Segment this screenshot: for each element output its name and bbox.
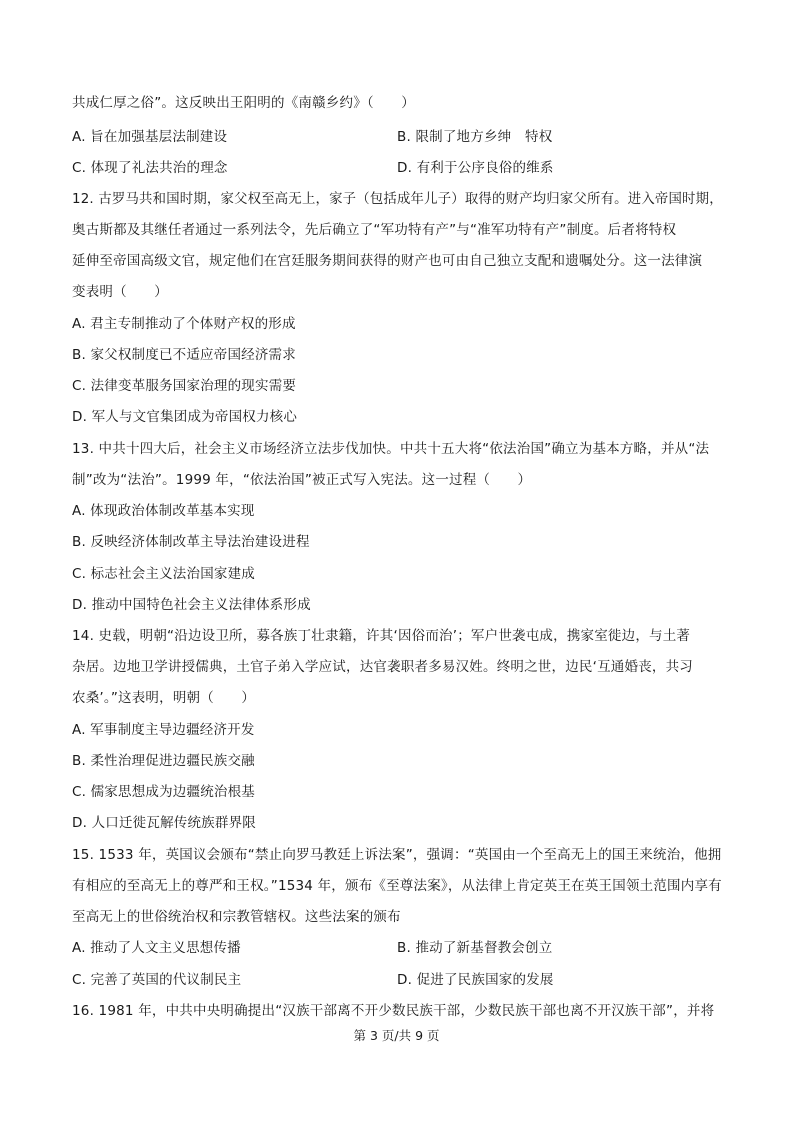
- q15-option-a: A. 推动了人文主义思想传播: [72, 940, 241, 956]
- q14-option-c: C. 儒家思想成为边疆统治根基: [72, 784, 256, 800]
- q14-stem-line: 杂居。边地卫学讲授儒典，土官子弟入学应试，达官袭职者多易汉姓。终明之世，边民‘互通婚丧，共习: [72, 659, 693, 675]
- q14-option-d: D. 人口迁徙瓦解传统族群界限: [72, 815, 256, 831]
- q15-stem-line: 至高无上的世俗统治权和宗教管辖权。这些法案的颁布: [72, 909, 401, 925]
- q11-option-d: D. 有利于公序良俗的维系: [397, 160, 554, 176]
- q13-stem-line: 制”改为“法治”。1999 年，“依法治国”被正式写入宪法。这一过程（ ）: [72, 472, 532, 488]
- q15-stem-line: 15. 1533 年，英国议会颁布“禁止向罗马教廷上诉法案”，强调：“英国由一个至高无上的国王来统治，他拥: [72, 847, 722, 863]
- q11-option-b: B. 限制了地方乡绅 特权: [397, 129, 553, 145]
- q15-option-d: D. 促进了民族国家的发展: [397, 972, 554, 988]
- q15-stem-line: 有相应的至高无上的尊严和王权。”1534 年，颁布《至尊法案》，从法律上肯定英王在英王国领土范围内享有: [72, 878, 722, 894]
- q12-stem-line: 12. 古罗马共和国时期，家父权至高无上，家子（包括成年儿子）取得的财产均归家父所有。进入帝国时期，: [72, 191, 723, 207]
- q13-option-d: D. 推动中国特色社会主义法律体系形成: [72, 597, 311, 613]
- q14-stem-line: 农桑’。”这表明，明朝（ ）: [72, 690, 256, 706]
- q12-option-b: B. 家父权制度已不适应帝国经济需求: [72, 347, 296, 363]
- q14-stem-line: 14. 史载，明朝“沿边设卫所，募各族丁壮隶籍，许其‘因俗而治’；军户世袭屯成，携家室徙边，与土著: [72, 628, 691, 644]
- q14-option-a: A. 军事制度主导边疆经济开发: [72, 722, 255, 738]
- q12-option-a: A. 君主专制推动了个体财产权的形成: [72, 316, 296, 332]
- q15-option-c: C. 完善了英国的代议制民主: [72, 972, 242, 988]
- page-number-footer: 第 3 页/共 9 页: [353, 1028, 440, 1043]
- q15-option-b: B. 推动了新基督教会创立: [397, 940, 553, 956]
- q14-option-b: B. 柔性治理促进边疆民族交融: [72, 753, 255, 769]
- q12-stem-line: 奥古斯都及其继任者通过一系列法令，先后确立了“军功特有产”与“准军功特有产”制度。后者将特权: [72, 222, 677, 238]
- q12-stem-line: 变表明（ ）: [72, 284, 168, 300]
- q11-stem-tail: 共成仁厚之俗”。这反映出王阳明的《南赣乡约》（ ）: [72, 95, 415, 111]
- q13-option-c: C. 标志社会主义法治国家建成: [72, 566, 256, 582]
- q16-stem-line: 16. 1981 年，中共中央明确提出“汉族干部离不开少数民族干部，少数民族干部也离不开汉族干部”，并将: [72, 1003, 715, 1019]
- q13-option-b: B. 反映经济体制改革主导法治建设进程: [72, 534, 310, 550]
- q11-option-a: A. 旨在加强基层法制建设: [72, 129, 228, 145]
- q13-option-a: A. 体现政治体制改革基本实现: [72, 503, 255, 519]
- q12-stem-line: 延伸至帝国高级文官，规定他们在宫廷服务期间获得的财产也可由自己独立支配和遗嘱处分。这一法律演: [72, 253, 703, 269]
- q13-stem-line: 13. 中共十四大后，社会主义市场经济立法步伐加快。中共十五大将“依法治国”确立为基本方略，并从“法: [72, 441, 710, 457]
- q12-option-d: D. 军人与文官集团成为帝国权力核心: [72, 409, 298, 425]
- q11-option-c: C. 体现了礼法共治的理念: [72, 160, 228, 176]
- q12-option-c: C. 法律变革服务国家治理的现实需要: [72, 378, 297, 394]
